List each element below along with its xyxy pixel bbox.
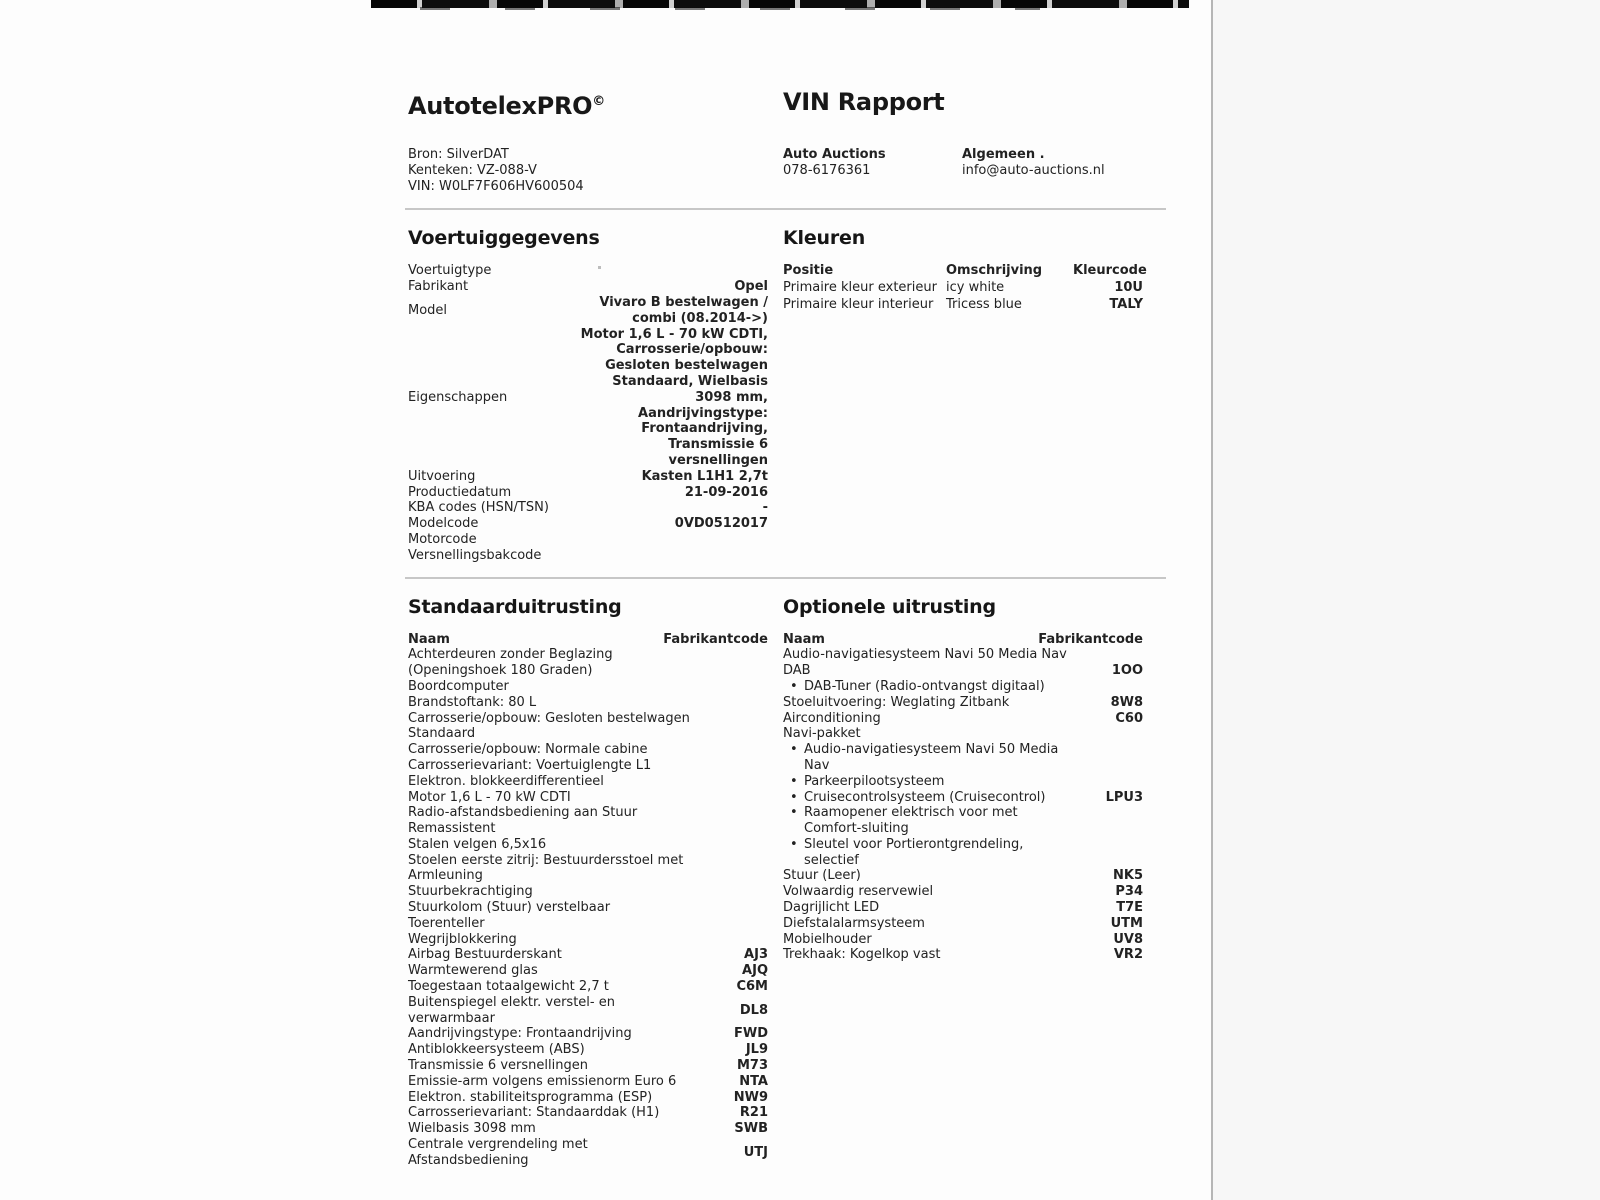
optional-equipment-row xyxy=(783,947,1143,963)
standard-equipment-row xyxy=(408,979,768,995)
equipment-code: R21 xyxy=(739,1105,768,1121)
standard-equipment-row xyxy=(408,1042,768,1058)
equipment-code: JL9 xyxy=(745,1042,768,1058)
equipment-name-cell xyxy=(783,726,1075,868)
vehicle-data-value: Motor 1,6 L - 70 kW CDTI, Carrosserie/opbouw: Gesloten bestelwagen Standaard, Wielbasis 3098 mm, Aandrijvingstype: Frontaandrijving, Transmissie 6 versnellingen xyxy=(580,326,768,468)
equipment-name: Navi-pakket xyxy=(783,726,861,742)
optional-equipment-list xyxy=(783,647,1143,963)
equipment-code: NTA xyxy=(739,1073,768,1089)
vehicle-data-row xyxy=(408,469,768,485)
brand-title xyxy=(408,88,783,120)
standard-header-name: Naam xyxy=(408,631,450,647)
color-description: icy white xyxy=(946,280,1005,296)
equipment-code: AJQ xyxy=(742,963,768,979)
equipment-name: Wegrijblokkering xyxy=(408,931,517,947)
equipment-name: Emissie-arm volgens emissienorm Euro 6 xyxy=(408,1073,677,1089)
equipment-sub-item: • Sleutel voor Portierontgrendeling, selectief xyxy=(783,837,1075,869)
equipment-name: Aandrijvingstype: Frontaandrijving xyxy=(408,1026,632,1042)
vehicle-data-label: Modelcode xyxy=(408,516,479,532)
scan-edge-line xyxy=(1211,0,1213,1200)
equipment-name: Achterdeuren zonder Beglazing (Openingshoek 180 Graden) xyxy=(408,647,613,679)
equipment-name: Stalen velgen 6,5x16 xyxy=(408,836,547,852)
optional-equipment-row xyxy=(783,884,1143,900)
optional-equipment-row xyxy=(783,695,1143,711)
equipment-name-cell xyxy=(783,647,1075,694)
equipment-sub-list xyxy=(783,742,1075,868)
vehicle-data-row xyxy=(408,279,768,295)
equipment-name: Boordcomputer xyxy=(408,678,509,694)
vehicle-data-table xyxy=(408,263,768,563)
vehicle-data-label: Model xyxy=(408,302,448,318)
vehicle-data-row xyxy=(408,327,768,469)
equipment-name: Radio-afstandsbediening aan Stuur xyxy=(408,805,638,821)
color-row xyxy=(783,297,1143,313)
vehicle-meta xyxy=(408,147,783,194)
contact-label: Algemeen . xyxy=(962,147,1045,162)
color-code: 10U xyxy=(1114,280,1143,296)
vehicle-data-row xyxy=(408,516,768,532)
equipment-name-cell xyxy=(783,900,1075,916)
standard-equipment-row xyxy=(408,821,768,837)
equipment-name-cell xyxy=(783,868,1075,884)
upper-sections xyxy=(408,227,1168,563)
standard-equipment-row xyxy=(408,805,768,821)
standard-equipment-row xyxy=(408,995,768,1027)
vehicle-data-row xyxy=(408,485,768,501)
copyright-symbol: © xyxy=(592,94,605,109)
vehicle-data-row xyxy=(408,532,768,548)
optional-equipment-section xyxy=(783,596,1143,964)
color-code: TALY xyxy=(1109,296,1143,312)
vehicle-data-row xyxy=(408,500,768,516)
equipment-code: NW9 xyxy=(733,1089,768,1105)
vehicle-data-row xyxy=(408,548,768,564)
equipment-sub-list xyxy=(783,679,1075,695)
vehicle-data-value: 21-09-2016 xyxy=(684,484,768,500)
equipment-name: Motor 1,6 L - 70 kW CDTI xyxy=(408,789,571,805)
equipment-name: Audio-navigatiesysteem Navi 50 Media Nav DAB xyxy=(783,647,1067,679)
equipment-code: VR2 xyxy=(1113,947,1143,963)
standard-equipment-row xyxy=(408,963,768,979)
equipment-name: Airconditioning xyxy=(783,710,881,726)
colors-table-body xyxy=(783,280,1143,313)
equipment-name: Volwaardig reservewiel xyxy=(783,884,934,900)
equipment-name: Stoelen eerste zitrij: Bestuurdersstoel met Armleuning xyxy=(408,852,684,884)
vehicle-data-value: Opel xyxy=(734,279,768,295)
standard-equipment-title: Standaarduitrusting xyxy=(408,595,622,618)
optional-equipment-row xyxy=(783,726,1143,868)
scanner-background xyxy=(1213,0,1600,1200)
equipment-name-cell xyxy=(783,947,1075,963)
colors-table-header xyxy=(783,263,1147,279)
standard-equipment-row xyxy=(408,647,768,679)
meta-license-plate: Kenteken: VZ-088-V xyxy=(408,162,537,178)
optional-header-code: Fabrikantcode xyxy=(1038,631,1143,647)
standard-equipment-row xyxy=(408,790,768,806)
lower-sections xyxy=(408,596,1168,1169)
optional-equipment-row xyxy=(783,868,1143,884)
section-divider-top xyxy=(405,208,1166,210)
header-right xyxy=(783,88,1168,194)
standard-header-code: Fabrikantcode xyxy=(663,631,768,647)
contact-company-column xyxy=(783,147,962,179)
equipment-name-cell xyxy=(783,695,1075,711)
equipment-name: Transmissie 6 versnellingen xyxy=(408,1058,588,1074)
equipment-code: T7E xyxy=(1116,900,1143,916)
equipment-name: Brandstoftank: 80 L xyxy=(408,694,537,710)
equipment-sub-item: • DAB-Tuner (Radio-ontvangst digitaal) xyxy=(783,679,1075,695)
equipment-name: Mobielhouder xyxy=(783,931,872,947)
vehicle-data-value: Kasten L1H1 2,7t xyxy=(641,468,768,484)
standard-equipment-row xyxy=(408,1137,768,1169)
vehicle-data-label: KBA codes (HSN/TSN) xyxy=(408,500,549,516)
color-position: Primaire kleur exterieur xyxy=(783,280,937,296)
meta-source: Bron: SilverDAT xyxy=(408,147,509,162)
contact-email: info@auto-auctions.nl xyxy=(962,162,1105,178)
standard-equipment-row xyxy=(408,837,768,853)
equipment-name: Carrosserie/opbouw: Normale cabine xyxy=(408,742,648,758)
standard-equipment-row xyxy=(408,695,768,711)
vehicle-data-label: Motorcode xyxy=(408,531,477,547)
equipment-name: Toegestaan totaalgewicht 2,7 t xyxy=(408,979,609,995)
contact-phone: 078-6176361 xyxy=(783,162,871,178)
equipment-code: UTJ xyxy=(743,1144,768,1160)
vehicle-data-value: Vivaro B bestelwagen / combi (08.2014->) xyxy=(599,294,768,326)
equipment-name: Carrosserievariant: Voertuiglengte L1 xyxy=(408,757,652,773)
contact-general-column xyxy=(962,147,1105,179)
equipment-code: UTM xyxy=(1110,915,1143,931)
vehicle-data-label: Eigenschappen xyxy=(408,389,508,405)
equipment-name: Buitenspiegel elektr. verstel- en verwarmbaar xyxy=(408,994,615,1026)
equipment-name-cell xyxy=(783,884,1075,900)
standard-equipment-row xyxy=(408,742,768,758)
standard-equipment-row xyxy=(408,1074,768,1090)
section-divider-middle xyxy=(405,577,1166,579)
equipment-sub-item: • Audio-navigatiesysteem Navi 50 Media Nav xyxy=(783,742,1075,774)
equipment-code: 8W8 xyxy=(1110,694,1143,710)
color-description: Tricess blue xyxy=(946,296,1022,312)
equipment-name: Diefstalalarmsysteem xyxy=(783,915,925,931)
equipment-name-cell xyxy=(783,916,1075,932)
equipment-name: Airbag Bestuurderskant xyxy=(408,947,562,963)
optional-equipment-header xyxy=(783,632,1143,648)
standard-equipment-row xyxy=(408,900,768,916)
standard-equipment-row xyxy=(408,947,768,963)
equipment-name: Elektron. blokkeerdifferentieel xyxy=(408,773,604,789)
colors-section xyxy=(783,227,1147,312)
vehicle-data-row xyxy=(408,263,768,279)
equipment-name: Elektron. stabiliteitsprogramma (ESP) xyxy=(408,1089,653,1105)
vehicle-data-label: Productiedatum xyxy=(408,484,512,500)
optional-equipment-row xyxy=(783,900,1143,916)
report-title: VIN Rapport xyxy=(783,88,945,116)
standard-equipment-row xyxy=(408,711,768,743)
equipment-name: Trekhaak: Kogelkop vast xyxy=(783,947,941,963)
equipment-sub-item: • Cruisecontrolsysteem (Cruisecontrol) xyxy=(783,790,1075,806)
equipment-name: Stoeluitvoering: Weglating Zitbank xyxy=(783,694,1010,710)
equipment-name: Stuurbekrachtiging xyxy=(408,884,533,900)
vehicle-data-label: Uitvoering xyxy=(408,468,476,484)
vehicle-data-row xyxy=(408,295,768,327)
equipment-name: Wielbasis 3098 mm xyxy=(408,1121,536,1137)
optional-equipment-row xyxy=(783,711,1143,727)
equipment-code: C6M xyxy=(736,979,768,995)
optional-equipment-row xyxy=(783,932,1143,948)
standard-equipment-row xyxy=(408,853,768,885)
equipment-name-cell xyxy=(783,711,1075,727)
equipment-name: Centrale vergrendeling met Afstandsbediening xyxy=(408,1137,588,1168)
equipment-name: Antiblokkeersysteem (ABS) xyxy=(408,1042,585,1058)
standard-equipment-row xyxy=(408,774,768,790)
standard-equipment-row xyxy=(408,1121,768,1137)
scan-artifact-top-secondary xyxy=(420,7,1040,10)
optional-equipment-row xyxy=(783,647,1143,694)
color-position: Primaire kleur interieur xyxy=(783,296,934,312)
optional-equipment-title: Optionele uitrusting xyxy=(783,595,996,618)
colors-header-position: Positie xyxy=(783,263,834,279)
optional-header-name: Naam xyxy=(783,631,825,647)
color-row xyxy=(783,280,1143,296)
standard-equipment-row xyxy=(408,932,768,948)
equipment-code: UV8 xyxy=(1113,931,1143,947)
colors-header-code: Kleurcode xyxy=(1073,263,1147,279)
equipment-name: Carrosserie/opbouw: Gesloten bestelwagen Standaard xyxy=(408,710,690,742)
equipment-name: Remassistent xyxy=(408,821,496,837)
colors-section-title: Kleuren xyxy=(783,227,866,250)
equipment-name: Carrosserievariant: Standaarddak (H1) xyxy=(408,1105,660,1121)
equipment-code: C60 xyxy=(1115,710,1143,726)
equipment-name: Stuur (Leer) xyxy=(783,868,861,884)
standard-equipment-section xyxy=(408,596,768,1169)
equipment-name: Toerenteller xyxy=(408,915,485,931)
equipment-name: Warmtewerend glas xyxy=(408,963,538,979)
standard-equipment-row xyxy=(408,1090,768,1106)
equipment-name-cell xyxy=(783,932,1075,948)
equipment-sub-item: • Raamopener elektrisch voor met Comfort-sluiting xyxy=(783,805,1075,837)
standard-equipment-row xyxy=(408,1026,768,1042)
equipment-code: NK5 xyxy=(1113,868,1143,884)
equipment-code: P34 xyxy=(1115,884,1143,900)
standard-equipment-row xyxy=(408,679,768,695)
equipment-name: Dagrijlicht LED xyxy=(783,900,880,916)
vehicle-data-section xyxy=(408,227,768,563)
equipment-sub-item: • Parkeerpilootsysteem xyxy=(783,774,1075,790)
standard-equipment-row xyxy=(408,758,768,774)
equipment-code: SWB xyxy=(734,1121,768,1137)
standard-equipment-list xyxy=(408,647,768,1168)
equipment-code: M73 xyxy=(736,1058,768,1074)
contact-company: Auto Auctions xyxy=(783,147,886,162)
standard-equipment-row xyxy=(408,1105,768,1121)
vehicle-data-label: Voertuigtype xyxy=(408,263,492,279)
header-left xyxy=(408,88,783,194)
standard-equipment-row xyxy=(408,916,768,932)
equipment-code: DL8 xyxy=(739,1002,768,1018)
vehicle-data-label: Fabrikant xyxy=(408,279,469,295)
vehicle-data-value: 0VD0512017 xyxy=(674,516,768,532)
vehicle-section-title: Voertuiggegevens xyxy=(408,227,600,250)
report-header xyxy=(408,88,1168,194)
equipment-code: FWD xyxy=(733,1026,768,1042)
standard-equipment-row xyxy=(408,1058,768,1074)
meta-vin: VIN: W0LF7F606HV600504 xyxy=(408,178,584,194)
equipment-name: Stuurkolom (Stuur) verstelbaar xyxy=(408,900,611,916)
equipment-code: AJ3 xyxy=(744,947,768,963)
document-content xyxy=(408,88,1168,1169)
vehicle-data-label: Versnellingsbakcode xyxy=(408,547,542,563)
colors-header-description: Omschrijving xyxy=(946,263,1043,279)
brand-name: AutotelexPRO xyxy=(408,92,593,120)
vehicle-data-value: - xyxy=(762,500,768,516)
optional-equipment-row xyxy=(783,916,1143,932)
contact-block xyxy=(783,147,1168,179)
equipment-code: LPU3 xyxy=(1105,789,1143,805)
equipment-code: 1OO xyxy=(1111,663,1143,679)
standard-equipment-header xyxy=(408,632,768,648)
standard-equipment-row xyxy=(408,884,768,900)
